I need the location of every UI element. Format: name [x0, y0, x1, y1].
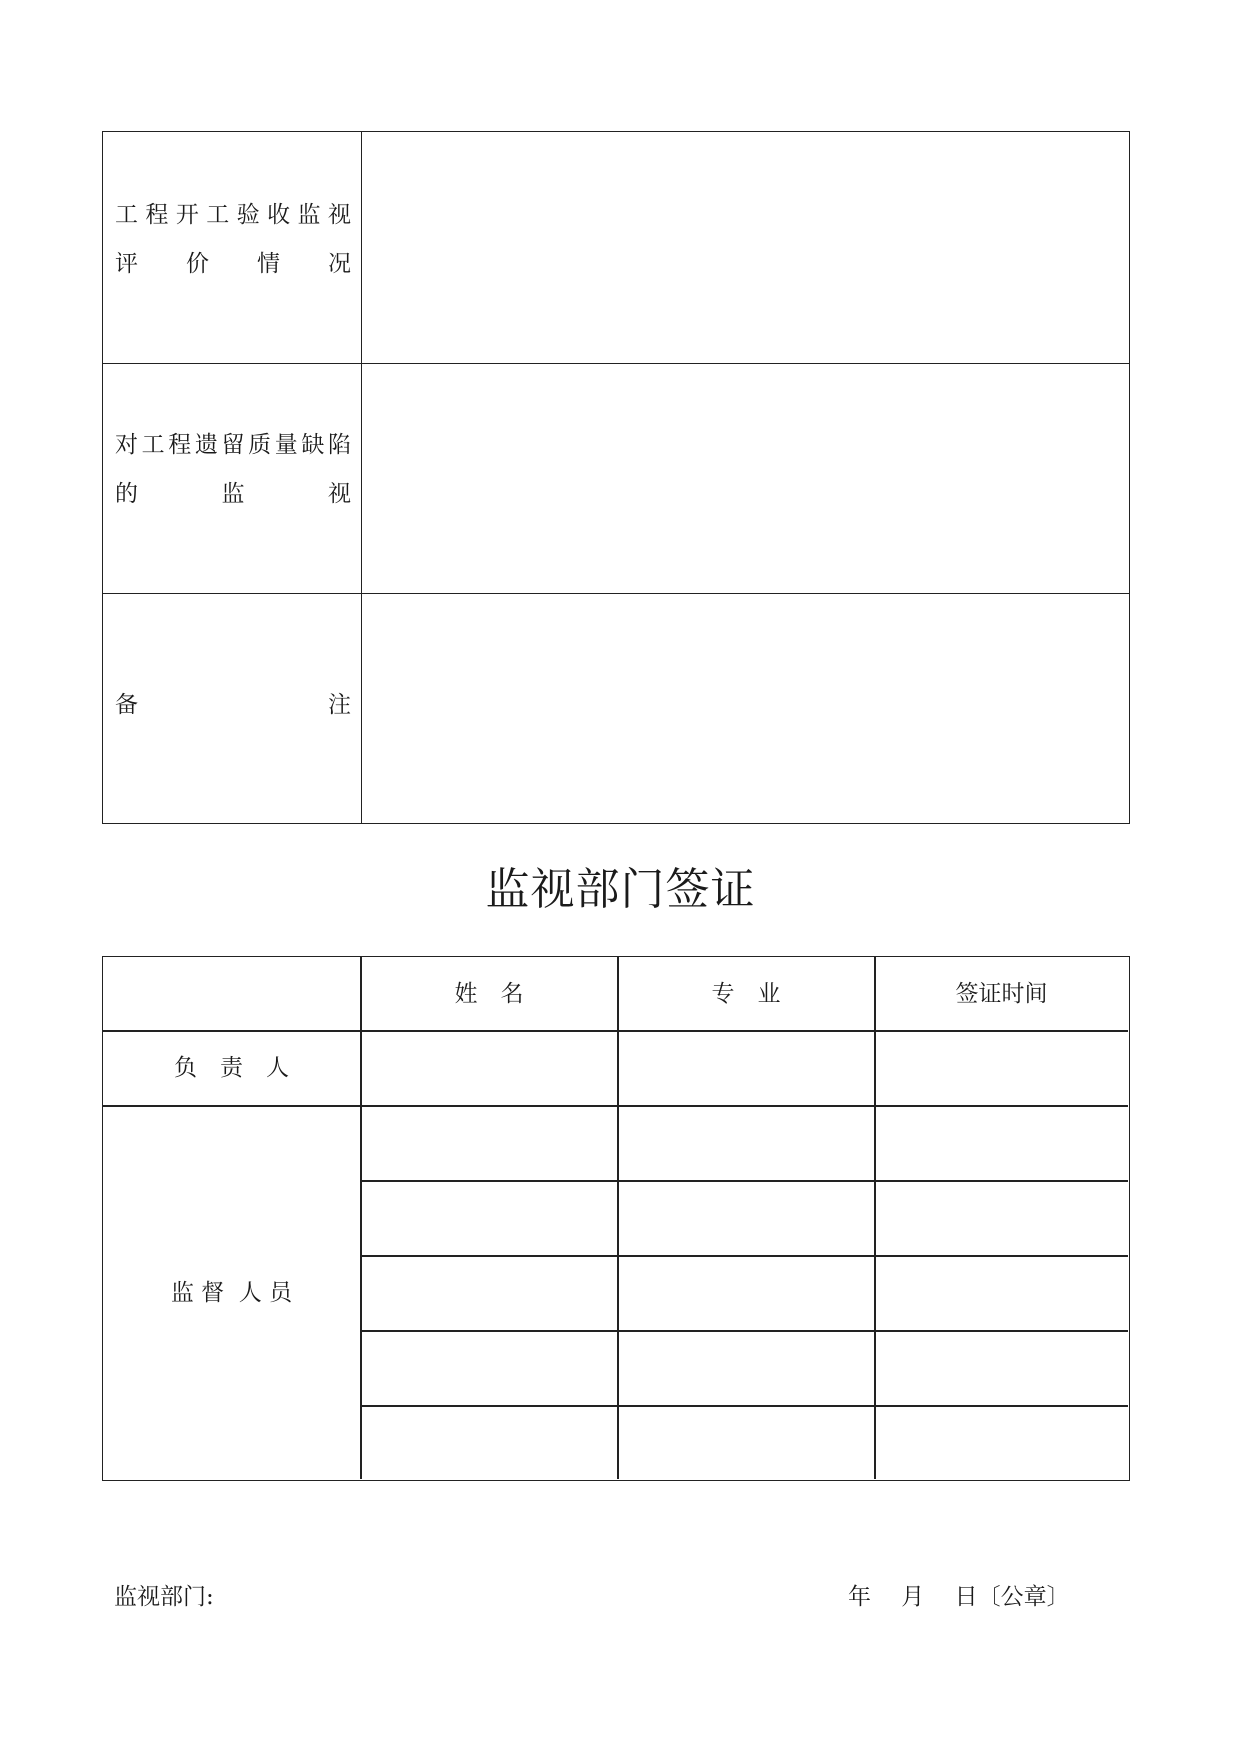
supervisor-sign-time-cell[interactable] — [875, 1257, 1128, 1330]
supervisor-name-cell[interactable] — [361, 1182, 617, 1255]
label-line-1 — [115, 200, 351, 230]
label-char: 工 — [115, 202, 138, 228]
responsible-name-cell[interactable] — [361, 1032, 617, 1105]
row-label-acceptance — [103, 132, 362, 363]
label-line-2 — [115, 249, 351, 279]
header-sign-time: 签证时间 — [955, 981, 1048, 1007]
header-specialty: 专 业 — [711, 981, 781, 1007]
label-char: 陷 — [328, 432, 351, 458]
label-line-1 — [115, 430, 351, 460]
label-char: 价 — [186, 251, 209, 277]
responsible-sign-time-cell[interactable] — [875, 1032, 1128, 1105]
label-char: 况 — [328, 251, 351, 277]
label-char: 注 — [328, 692, 351, 718]
header-name: 姓 名 — [454, 981, 524, 1007]
supervisor-name-cell[interactable] — [361, 1407, 617, 1479]
supervisor-specialty-cell[interactable] — [618, 1182, 874, 1255]
content-cell-defects[interactable] — [361, 364, 1129, 593]
label-char: 视 — [327, 202, 351, 228]
supervisor-sign-time-cell[interactable] — [875, 1407, 1128, 1479]
evaluation-row-defects — [103, 363, 1129, 593]
content-cell-acceptance[interactable] — [361, 132, 1129, 363]
supervisor-sign-time-cell[interactable] — [875, 1332, 1128, 1405]
label-char: 开 — [175, 202, 199, 228]
label-char: 程 — [168, 432, 192, 458]
label-char: 监 — [297, 202, 321, 228]
supervisor-name-cell[interactable] — [361, 1257, 617, 1330]
evaluation-table — [102, 131, 1130, 824]
row-label-defects — [103, 364, 362, 593]
evaluation-row-remarks — [103, 593, 1129, 823]
label-char: 情 — [257, 251, 280, 277]
content-cell-remarks[interactable] — [361, 594, 1129, 823]
responsible-specialty-cell[interactable] — [618, 1032, 874, 1105]
label-char: 对 — [115, 432, 138, 458]
supervisor-name-cell[interactable] — [361, 1107, 617, 1180]
sign-off-table — [102, 956, 1130, 1481]
section-title: 监视部门签证 — [485, 864, 756, 915]
label-char: 程 — [145, 202, 169, 228]
supervisors-label: 监 督 人 员 — [170, 1280, 293, 1306]
label-char: 监 — [221, 481, 245, 507]
label-char: 评 — [115, 251, 138, 277]
supervisor-sign-time-cell[interactable] — [875, 1107, 1128, 1180]
label-char: 遗 — [194, 432, 218, 458]
label-char: 收 — [267, 202, 291, 228]
label-char: 验 — [236, 202, 260, 228]
date-stamp-line: 年 月 日〔公章〕 — [848, 1584, 1070, 1610]
department-label: 监视部门: — [114, 1584, 214, 1610]
supervisor-sign-time-cell[interactable] — [875, 1182, 1128, 1255]
row-label-remarks — [103, 594, 362, 823]
supervisor-specialty-cell[interactable] — [618, 1107, 874, 1180]
label-line-1 — [115, 690, 351, 720]
label-char: 的 — [115, 481, 138, 507]
label-char: 备 — [115, 692, 138, 718]
label-char: 视 — [328, 481, 351, 507]
supervisor-specialty-cell[interactable] — [618, 1407, 874, 1479]
label-char: 量 — [274, 432, 298, 458]
label-char: 工 — [141, 432, 165, 458]
label-char: 工 — [206, 202, 230, 228]
supervisor-specialty-cell[interactable] — [618, 1257, 874, 1330]
label-line-2 — [115, 479, 351, 509]
responsible-person-label: 负 责 人 — [174, 1055, 289, 1081]
label-char: 留 — [221, 432, 245, 458]
supervisor-name-cell[interactable] — [361, 1332, 617, 1405]
label-char: 缺 — [301, 432, 325, 458]
supervisor-specialty-cell[interactable] — [618, 1332, 874, 1405]
evaluation-row-acceptance — [103, 132, 1129, 363]
label-char: 质 — [248, 432, 272, 458]
